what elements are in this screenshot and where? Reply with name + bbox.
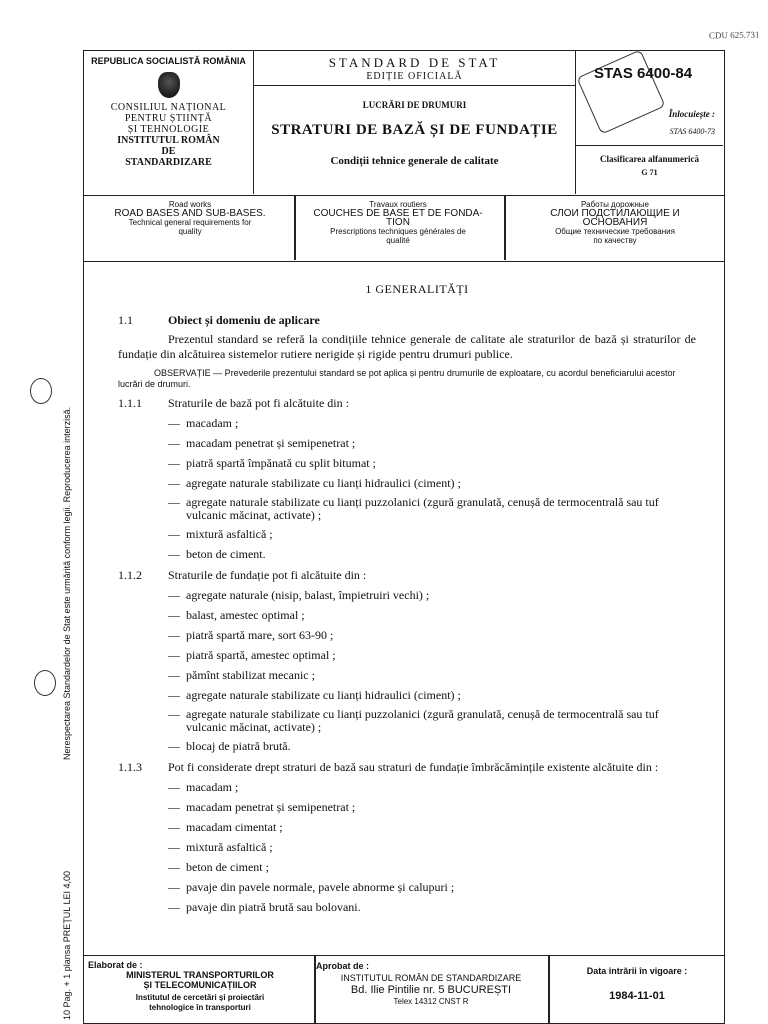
subsection-number: 1.1.3	[118, 760, 142, 774]
punch-hole-icon	[34, 670, 56, 696]
subsection-1-1-2	[118, 568, 696, 583]
base-layers-list	[118, 416, 696, 562]
classification-label: Clasificarea alfanumerică	[599, 154, 700, 164]
translation-fr-line: COUCHES DE BASE ET DE FONDA-	[313, 208, 483, 219]
translation-fr-line: qualité	[386, 236, 410, 245]
research-institute-line-2: tehnologice în transporturi	[149, 1003, 251, 1012]
approver-line-2: Bd. Ilie Pintilie nr. 5 BUCUREȘTI	[350, 984, 512, 996]
subsection-text: Straturile de fundație pot fi alcătuite din :	[168, 568, 367, 582]
list-item-text: macadam cimentat ;	[186, 820, 283, 834]
approval-stamp-icon	[576, 49, 665, 134]
translation-ru-line: по качеству	[593, 236, 637, 245]
list-item-text: balast, amestec optimal ;	[186, 608, 305, 622]
translation-fr-line: Prescriptions techniques générales de	[330, 227, 466, 236]
list-item	[168, 648, 696, 663]
subsection-text: Straturile de bază pot fi alcătuite din :	[168, 396, 349, 410]
list-dash: —	[168, 739, 180, 753]
list-item-text: macadam penetrat și semipenetrat ;	[186, 436, 356, 450]
list-item	[168, 628, 696, 643]
list-dash: —	[168, 780, 180, 794]
list-item	[168, 416, 696, 431]
issuer-block	[84, 51, 254, 194]
list-dash: —	[168, 900, 180, 914]
effective-date: 1984-11-01	[609, 990, 665, 1002]
research-institute-line-1: Institutul de cercetări și proiectări	[135, 993, 265, 1002]
list-dash: —	[168, 860, 180, 874]
list-item	[168, 608, 696, 623]
translation-ru-line: Работы дорожные	[581, 200, 649, 209]
list-item-text: macadam ;	[186, 416, 239, 430]
list-dash: —	[168, 688, 180, 702]
translation-ru-line: СЛОИ ПОДСТИЛАЮЩИЕ И	[550, 208, 680, 219]
list-item-text: agregate naturale stabilizate cu lianți puzzolanici (zgură granulată, cenușă de termocentrală sau tuf vulcanic măcinat, activate) ;	[186, 495, 659, 522]
list-item-text: pavaje din piatră brută sau bolovani.	[186, 900, 361, 914]
list-item-text: mixtură asfaltică ;	[186, 840, 273, 854]
list-item-text: pămînt stabilizat mecanic ;	[186, 668, 315, 682]
list-dash: —	[168, 476, 180, 490]
list-dash: —	[168, 547, 180, 561]
institute-line-2: DE	[161, 146, 176, 157]
list-item	[168, 840, 696, 855]
list-item-text: pavaje din pavele normale, pavele abnorme și calupuri ;	[186, 880, 455, 894]
list-dash: —	[168, 840, 180, 854]
list-item	[168, 476, 696, 491]
effective-date-block	[552, 966, 722, 1002]
list-item	[168, 820, 696, 835]
list-dash: —	[168, 608, 180, 622]
council-line-3: ȘI TEHNOLOGIE	[127, 124, 210, 135]
list-item	[168, 880, 696, 895]
edition-label: EDIȚIE OFICIALĂ	[254, 71, 575, 86]
document-reference-code: CDU 625.731	[709, 29, 761, 41]
ministry-line-2: ȘI TELECOMUNICAȚIILOR	[143, 980, 257, 990]
list-dash: —	[168, 628, 180, 642]
classification-value: G 71	[641, 168, 658, 177]
subsection-text: Pot fi considerate drept straturi de bază sau straturi de fundație îmbrăcămințile existente alcătuite din :	[168, 760, 659, 774]
translation-en-line: Technical general requirements for	[128, 218, 252, 227]
translation-en	[92, 200, 288, 236]
effective-date-label: Data intrării în vigoare :	[586, 966, 688, 976]
list-item-text: agregate naturale stabilizate cu lianți hidraulici (ciment) ;	[186, 688, 461, 702]
list-dash: —	[168, 668, 180, 682]
subsection-1-1-3	[118, 760, 696, 775]
column-divider	[294, 196, 296, 260]
list-item-text: agregate naturale stabilizate cu lianți puzzolanici (zgură granulată, cenușă de termocentrală sau tuf vulcanic măcinat, activate) ;	[186, 707, 659, 734]
standard-label: STANDARD DE STAT	[328, 55, 501, 70]
list-item-text: macadam penetrat și semipenetrat ;	[186, 800, 356, 814]
approved-by-block	[316, 960, 546, 1008]
list-item	[168, 496, 696, 522]
list-item-text: blocaj de piatră brută.	[186, 739, 291, 753]
list-dash: —	[168, 800, 180, 814]
approver-line-3: Telex 14312 CNST R	[393, 997, 469, 1006]
replaces-label: Înlocuiește :	[668, 109, 715, 119]
subsection-1-1	[118, 313, 696, 328]
translation-en-line: Road works	[168, 200, 212, 209]
translation-fr	[298, 200, 498, 245]
document-body	[118, 282, 696, 915]
approver-line-1: INSTITUTUL ROMÂN DE STANDARDIZARE	[340, 973, 522, 983]
list-item	[168, 739, 696, 754]
council-line-2: PENTRU ȘTIINȚĂ	[124, 113, 213, 124]
council-line-1: CONSILIUL NAȚIONAL	[110, 102, 227, 113]
list-item	[168, 780, 696, 795]
existing-pavements-list	[118, 780, 696, 915]
list-dash: —	[168, 456, 180, 470]
list-item	[168, 708, 696, 734]
document-subtitle: Condiții tehnice generale de calitate	[330, 155, 499, 167]
list-item-text: macadam ;	[186, 780, 239, 794]
list-item	[168, 527, 696, 542]
stas-number: STAS 6400-84	[594, 65, 693, 82]
document-footer	[83, 955, 725, 1024]
list-item-text: piatră spartă împănată cu split bitumat ;	[186, 456, 376, 470]
list-item-text: agregate naturale stabilizate cu lianți hidraulici (ciment) ;	[186, 476, 461, 490]
list-item-text: agregate naturale (nisip, balast, împietruiri vechi) ;	[186, 588, 430, 602]
list-dash: —	[168, 707, 180, 721]
elaborated-by-block	[88, 960, 312, 1013]
translation-fr-line: Travaux routiers	[369, 200, 427, 209]
subsection-title: Obiect și domeniu de aplicare	[168, 313, 320, 327]
coat-of-arms-icon	[158, 72, 180, 98]
institute-line-3: STANDARDIZARE	[125, 157, 212, 168]
institute-line-1: INSTITUTUL ROMÂN	[117, 135, 220, 146]
list-dash: —	[168, 648, 180, 662]
list-item	[168, 800, 696, 815]
translation-ru	[508, 200, 722, 245]
list-item-text: piatră spartă, amestec optimal ;	[186, 648, 336, 662]
approved-by-label: Aprobat de :	[316, 961, 369, 971]
foundation-layers-list	[118, 588, 696, 754]
list-dash: —	[168, 527, 180, 541]
standard-header	[83, 50, 725, 196]
subsection-1-1-1	[118, 396, 696, 411]
list-dash: —	[168, 588, 180, 602]
list-item-text: beton de ciment ;	[186, 860, 269, 874]
list-item	[168, 456, 696, 471]
list-item-text: beton de ciment.	[186, 547, 266, 561]
list-dash: —	[168, 436, 180, 450]
scope-paragraph: Prezentul standard se referă la condițiile tehnice generale de calitate ale straturilor de bază și straturilor de fundație din alcătuirea sistemelor rutiere nerigide și rigide pentru drumuri publice.	[118, 332, 696, 361]
list-dash: —	[168, 880, 180, 894]
list-dash: —	[168, 820, 180, 834]
price-notice: 10 Pag. + 1 plansa PREȚUL LEI 4,00	[62, 870, 72, 1020]
list-item	[168, 588, 696, 603]
translation-en-line: quality	[178, 227, 202, 236]
list-item	[168, 547, 696, 562]
republic-name: REPUBLICA SOCIALISTĂ ROMÂNIA	[91, 56, 246, 66]
list-item-text: mixtură asfaltică ;	[186, 527, 273, 541]
translation-en-line: ROAD BASES AND SUB-BASES.	[114, 208, 266, 219]
list-dash: —	[168, 416, 180, 430]
column-divider	[504, 196, 506, 260]
list-item	[168, 668, 696, 683]
translation-ru-line: Общие технические требования	[555, 227, 675, 236]
stas-number-box	[576, 51, 723, 146]
translations-row	[83, 196, 725, 262]
section-heading: 1 GENERALITĂȚI	[365, 282, 469, 296]
document-title: STRATURI DE BAZĂ ȘI DE FUNDAȚIE	[271, 122, 558, 138]
stas-block	[576, 51, 723, 194]
list-item	[168, 860, 696, 875]
column-divider	[548, 956, 550, 1023]
list-item	[168, 688, 696, 703]
title-block	[254, 51, 576, 194]
subsection-number: 1.1.2	[118, 568, 142, 582]
translation-fr-line: TION	[386, 217, 410, 228]
domain-label: LUCRĂRI DE DRUMURI	[362, 100, 467, 110]
elaborated-by-label: Elaborat de :	[88, 960, 143, 970]
list-item	[168, 436, 696, 451]
ministry-line-1: MINISTERUL TRANSPORTURILOR	[126, 970, 274, 980]
list-item-text: piatră spartă mare, sort 63-90 ;	[186, 628, 334, 642]
subsection-number: 1.1	[118, 313, 133, 327]
punch-hole-icon	[30, 378, 52, 404]
observation-note: OBSERVAȚIE — Prevederile prezentului standard se pot aplica și pentru drumurile de exploatare, cu acordul beneficiarului acestor lucrări de drumuri.	[118, 368, 676, 389]
legal-notice: Nerespectarea Standardelor de Stat este urmărită conform legii. Reproducerea interzisă.	[62, 406, 72, 760]
translation-ru-line: ОСНОВАНИЯ	[582, 217, 648, 228]
list-dash: —	[168, 495, 180, 509]
replaces-value: STAS 6400-73	[669, 127, 715, 136]
subsection-number: 1.1.1	[118, 396, 142, 410]
list-item	[168, 900, 696, 915]
